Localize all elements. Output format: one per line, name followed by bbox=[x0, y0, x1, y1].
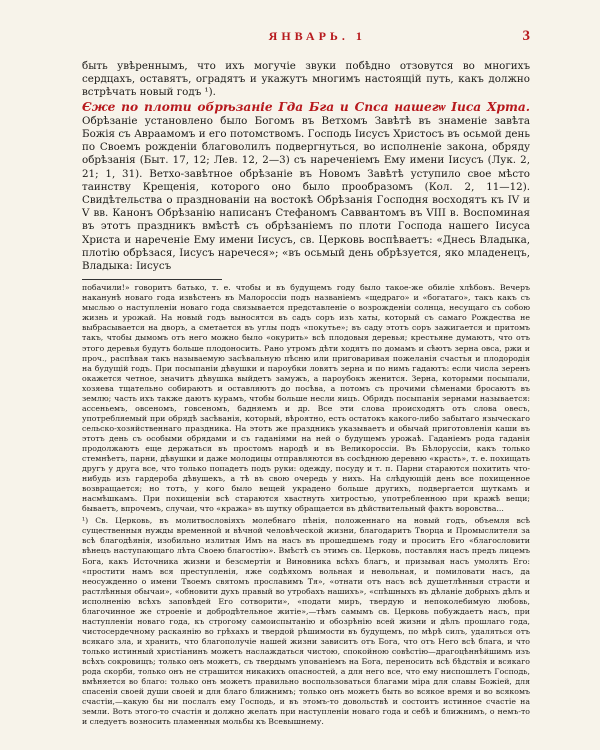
footnote-1 bbox=[82, 516, 530, 727]
feast-body: Обрѣзаніе установлено было Богомъ въ Ветхомъ Завѣтѣ въ знаменіе завѣта Божія съ Авраамомъ и его потомствомъ. Господь Іисусъ Христосъ въ осьмой день по Своемъ рожденіи благоволилъ подвергнуться, во исполненіе закона, обряду обрѣзанія (Быт. 17, 12; Лев. 12, 2—3) съ нареченіемъ Ему имени Іисусъ (Лук. 2, 21; 1, 31). Ветхо-завѣтное обрѣзаніе въ Новомъ Завѣтѣ уступило свое мѣсто таинству Крещенія, которого оно было прообразомъ (Кол. 2, 11—12). Свидѣтельства о празднованіи на востокѣ Обрѣзанія Господня восходятъ къ IV и V вв. Канонъ Обрѣзанію написанъ Стефаномъ Саввантомъ въ VIII в. Воспоминая въ этотъ праздникъ вмѣстѣ съ обрѣзаніемъ по плоти Господа нашего Іисуса Христа и нареченіе Ему имени Іисусъ, св. Церковь воспѣваетъ: «Днесь Владыка, плотію обрѣзася, Іисусъ наречеся»; «въ осьмый день обрѣзуется, яко младенецъ, Владыка: Іисусъ bbox=[82, 114, 530, 273]
feast-title: Єже по плоти обрѣзаніе Гда Бга и Спса нашегѡ Іиса Хрта. bbox=[82, 99, 530, 114]
intro-paragraph: быть увѣреннымъ, что ихъ могучіе звуки побѣдно отзовутся во многихъ сердцахъ, оставятъ, оградятъ и укажутъ многимъ настоящій путь, какъ должно встрѣчать новый годъ ¹). bbox=[82, 60, 530, 99]
feast-paragraph bbox=[82, 100, 530, 274]
footnote-marker: ¹) bbox=[82, 516, 89, 526]
page-number: 3 bbox=[522, 28, 530, 44]
footnote-text: Св. Церковь, въ молитвословіяхъ молебнаго пѣнія, положеннаго на новый годъ, объемля всѣ существенныя нужды временной и вѣчной человѣческой жизни, благодаритъ Творца и Промыслителя за всѣ благодѣянія, изобильно излитыя Имъ на насъ въ прошедшемъ году и проситъ Его «благословити вѣнецъ наступающаго лѣта Своею благостію». Вмѣстѣ съ этимъ св. Церковь, поставляя насъ предъ лицемъ Бога, какъ Источника жизни и безсмертія и Виновника всѣхъ благъ, и призывая насъ умолять Его: «простити намъ вся преступленія, яже содѣяхомъ вольная и невольная, и помиловати насъ, да неосужденно о имени Твоемъ святомъ прославимъ Тя», «отнати отъ насъ всѣ душетлѣнныя страсти и растлѣнныя обычаи», «обновити духъ правый во утробахъ нашихъ», «спѣшныхъ въ дѣланіе добрыхъ дѣлъ и исполненію всѣхъ заповѣдей Его сотворити», «подати миръ, твердую и непоколебимую любовь, благочинное же строеніе и добродѣтельное житіе»,—тѣмъ самымъ св. Церковь побуждаетъ насъ, при наступленіи новаго года, къ строгому самоиспытанію и обозрѣнію всей жизни и дѣлъ прошлаго года, чистосердечному раскаянію во грѣхахъ и твердой рѣшимости въ будущемъ, по мѣрѣ силъ, удаляться отъ всякаго зла, и хранить, что благополучіе нашей жизни зависитъ отъ Бога, что отъ Него всѣ блага, и что только истинный христіанинъ можетъ наслаждаться чистою, спокойною совѣстію—драгоцѣннѣйшимъ изъ всѣхъ сокровищъ; только онъ можетъ, съ твердымъ упованіемъ на Бога, переносить всѣ бѣдствія и всякаго рода скорби, только онъ не страшится никакихъ опасностей, а для него все, что ему ниспошлетъ Господь, вмѣняется во благо: только онъ можетъ правильно воспользоваться благами міра для славы Божіей, для спасенія своей души своей и для благо ближнимъ; только онъ можетъ быть во всякое время и во всякомъ счастіи,—какую бы ни послалъ ему Господь, и въ этомъ-то довольствѣ и состоитъ истинное счастіе на земли. Вотъ этого-то счастія и должно желать при наступленіи новаго года и себѣ и ближнимъ, о немъ-то и следуетъ возносить пламенныя мольбы къ Всевышнему. bbox=[82, 516, 530, 727]
footnote-rule bbox=[82, 279, 222, 280]
running-title: ЯНВАРЬ. 1 bbox=[268, 29, 366, 43]
footnote-continuation: побачили!» говоритъ батько, т. е. чтобы и въ будущемъ году было такое-же обиліе хлѣбовъ. Вечеръ наканунѣ новаго года извѣстенъ въ Малороссіи подъ названіемъ «щедраго» и «богатаго», такъ какъ съ мыслью о наступленіи новаго года связывается представленіе о возрожденіи солнца, несущаго съ собою жизнь и урожай. На новый годъ выносятся въ садъ соръ изъ хаты, который съ самаго Рождества не выбрасывается на дворъ, а сметается въ углы подъ «покутье»; въ саду этотъ соръ зажигается и притомъ такъ, чтобы дымомъ отъ него можно было «окурить» всѣ плодовыя деревья; крестьяне думаютъ, что отъ этого деревья будутъ больше плодоносить. Рано утромъ дѣти ходятъ по домамъ и сѣютъ зерна овса, ржи и проч., распѣвая такъ называемую засѣвальную пѣсню или приговаривая пожеланія счастья и плодородія на будущій годъ. При посыпаніи дѣвушки и пароубки ловятъ зерна и по нимъ гадаютъ: если числа зеренъ окажется четное, значитъ дѣвушка выйдетъ замужъ, а пароубокъ женится. Зерна, которыми посыпали, хозяева тщательно собираютъ и оставляютъ до посѣва, а потомъ съ прочими сѣменами бросаютъ въ землю; часть ихъ также даютъ курамъ, чтобы больше несли яицъ. Обрядъ посыпанія зернами называется: ассеньемъ, овсеномъ, говсеномъ, бадняемъ и др. Все эти слова происходятъ отъ слова овесъ, употребляемый при обрядѣ засѣванія, который, вѣроятно, есть остатокъ какого-либо забытаго языческаго сельско-хозяйственнаго праздника. На этотъ же праздникъ указываетъ и обычай приготовленія каши въ этотъ день съ особыми обрядами и съ гаданіями на ней о будущемъ урожаѣ. Гаданіемъ рода гаданія продолжаютъ еще держаться въ простомъ народѣ и въ Великороссіи. Въ Бѣлоруссіи, какъ только стемнѣетъ, парни, дѣвушки и даже молодицы отправляются въ сосѣднюю деревню «красть», т. е. похищать другъ у друга все, что только попадетъ подъ руки: одежду, посуду и т. п. Парни стараются похитить что-нибудь изъ гардероба дѣвушекъ, а тѣ въ свою очередь у нихъ. На слѣдующій день все похищенное возвращается; но тотъ, у кого было вещей украдено больше другихъ, подвергается шуткамъ и насмѣшкамъ. При похищеніи всѣ стараются хвастнуть хитростью, употребленною при кражѣ вещи; бываетъ, впрочемъ, случаи, что «кража» въ шутку обращается въ дѣйствительный фактъ воровства... bbox=[82, 283, 530, 514]
running-head bbox=[82, 28, 530, 50]
